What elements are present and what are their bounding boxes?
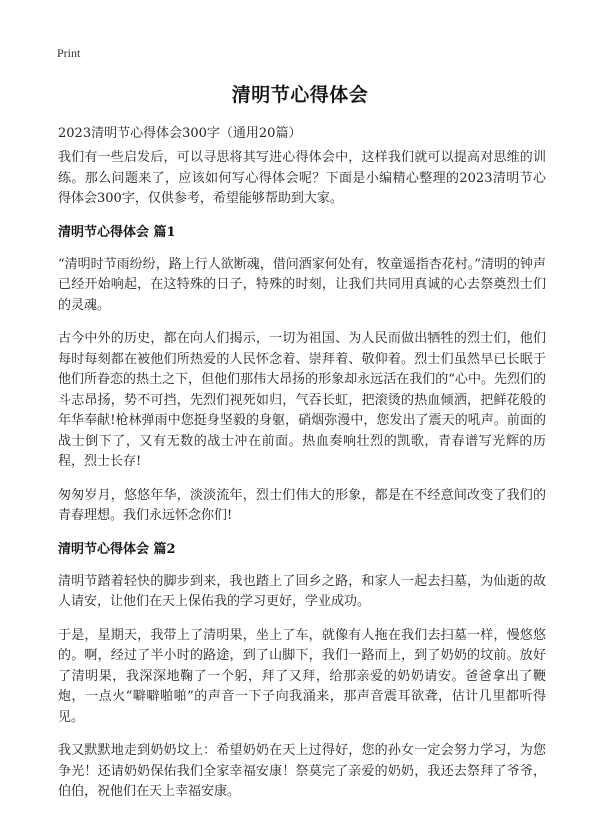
body-paragraph: 古今中外的历史，都在向人们揭示，一切为祖国、为人民而做出牺牲的烈士们，他们每时每刻都在被他们所热爱的人民怀念着、崇拜着、敬仰着。烈士们虽然早已长眠于他们所眷恋的热土之下，但他们那伟大昂扬的形象却永远活在我们的“心中。先烈们的斗志昂扬，势不可挡，先烈们视死如归，气吞长虹，把滚烫的热血倾洒，把鲜花般的年华奉献!枪林弹雨中您挺身坚毅的身躯，硝烟弥漫中，您发出了震天的吼声。前面的战士倒下了，又有无数的战士冲在前面。热血奏响壮烈的凯歌，青春谱写光辉的历程，烈士长存! — [58, 331, 546, 469]
body-paragraph: “清明时节雨纷纷，路上行人欲断魂，借问酒家何处有，牧童遥指杏花村。”清明的钟声已经开始响起，在这特殊的日子，特殊的时刻，让我们共同用真诚的心去祭奠烈士们的灵魂。 — [58, 256, 546, 313]
print-label[interactable]: Print — [57, 46, 81, 60]
section-heading: 清明节心得体会 篇1 — [58, 224, 176, 240]
intro-paragraph: 我们有一些启发后，可以寻思将其写进心得体会中，这样我们就可以提高对思维的训练。那么问题来了，应该如何写心得体会呢？下面是小编精心整理的2023清明节心得体会300字，仅供参考，希望能够帮助到大家。 — [58, 150, 546, 206]
body-paragraph: 于是，星期天，我带上了清明果，坐上了车，就像有人拖在我们去扫墓一样，慢悠悠的。啊，经过了半小时的路途，到了山脚下，我们一路而上，到了奶奶的坟前。放好了清明果，我深深地鞠了一个躬，拜了又拜，给那亲爱的奶奶请安。爸爸拿出了鞭炮，一点火“噼噼啪啪”的声音一下子向我涌来，那声音震耳欲聋，估计几里都听得见。 — [58, 627, 546, 725]
section-heading: 清明节心得体会 篇2 — [58, 541, 176, 557]
body-paragraph: 清明节踏着轻快的脚步到来，我也踏上了回乡之路，和家人一起去扫墓，为仙逝的故人请安，让他们在天上保佑我的学习更好，学业成功。 — [58, 573, 546, 609]
body-paragraph: 匆匆岁月，悠悠年华，淡淡流年，烈士们伟大的形象，都是在不经意间改变了我们的青春理想。我们永远怀念你们! — [58, 487, 546, 523]
article-body — [58, 148, 546, 816]
document-subtitle: 2023清明节心得体会300字（通用20篇） — [58, 126, 302, 141]
body-paragraph: 我又默默地走到奶奶坟上：希望奶奶在天上过得好，您的孙女一定会努力学习，为您争光！还请奶奶保佑我们全家幸福安康！祭莫完了亲爱的奶奶，我还去祭拜了爷爷，伯伯，祝他们在天上幸福安康。 — [58, 743, 546, 799]
document-title: 清明节心得体会 — [231, 84, 369, 106]
